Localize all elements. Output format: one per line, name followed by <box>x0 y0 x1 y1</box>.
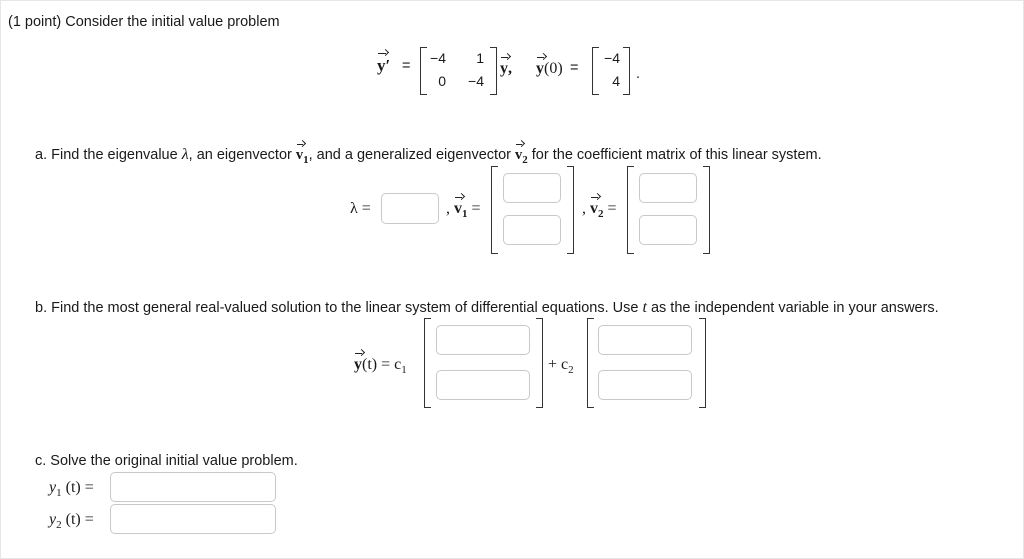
y0-entry-1: −4 <box>604 50 620 66</box>
vector-y: y, <box>500 60 512 77</box>
y0-entry-2: 4 <box>612 73 620 89</box>
v1-left-bracket <box>491 166 498 254</box>
matrix-a22: −4 <box>468 73 484 89</box>
lambda-input[interactable] <box>381 193 439 224</box>
v1-label: , $v_1$ = <box>446 200 481 221</box>
y2-label: $y_2$ (t) = <box>49 511 94 532</box>
v2-left-bracket <box>627 166 634 254</box>
matrix-a12: 1 <box>476 50 484 66</box>
initial-equals: = <box>570 60 579 76</box>
v2-right-bracket <box>703 166 710 254</box>
v1-right-bracket <box>567 166 574 254</box>
sol2-right-bracket <box>699 318 706 408</box>
sol1-left-bracket <box>424 318 431 408</box>
sol1-right-bracket <box>536 318 543 408</box>
sol1-entry-2-input[interactable] <box>436 370 530 400</box>
y0-right-bracket <box>623 47 630 95</box>
general-solution-label: $y(t) = c_1$ <box>354 356 407 377</box>
sol1-entry-1-input[interactable] <box>436 325 530 355</box>
matrix-a11: −4 <box>430 50 446 66</box>
v1-entry-1-input[interactable] <box>503 173 561 203</box>
part-a-instructions: a. Find the eigenvalue λ, an eigenvector $v_1$, and a generalized eigenvector $v_2$ for the coefficient matrix of this linear system. <box>35 146 822 166</box>
problem-intro: (1 point) Consider the initial value problem <box>8 14 280 30</box>
matrix-right-bracket <box>490 47 497 95</box>
y1-label: $y_1$ (t) = <box>49 479 94 500</box>
initial-condition-label: y(0) <box>536 60 563 77</box>
v2-entry-1-input[interactable] <box>639 173 697 203</box>
equals-sign: = <box>402 58 411 74</box>
sol2-left-bracket <box>587 318 594 408</box>
part-c-instructions: c. Solve the original initial value problem. <box>35 453 298 469</box>
matrix-a21: 0 <box>438 73 446 89</box>
y2-input[interactable] <box>110 504 276 534</box>
part-b-instructions: b. Find the most general real-valued solution to the linear system of differential equations. Use t as the independent variable in your answers. <box>35 299 939 316</box>
y1-input[interactable] <box>110 472 276 502</box>
equation-period: . <box>636 66 641 82</box>
lambda-label: λ = <box>350 200 371 217</box>
sol2-entry-1-input[interactable] <box>598 325 692 355</box>
y-prime-symbol: y′ <box>377 56 391 75</box>
v2-entry-2-input[interactable] <box>639 215 697 245</box>
v1-entry-2-input[interactable] <box>503 215 561 245</box>
v2-label: , $v_2$ = <box>582 200 617 221</box>
sol2-entry-2-input[interactable] <box>598 370 692 400</box>
plus-c2-label: + $c_2$ <box>548 356 574 377</box>
